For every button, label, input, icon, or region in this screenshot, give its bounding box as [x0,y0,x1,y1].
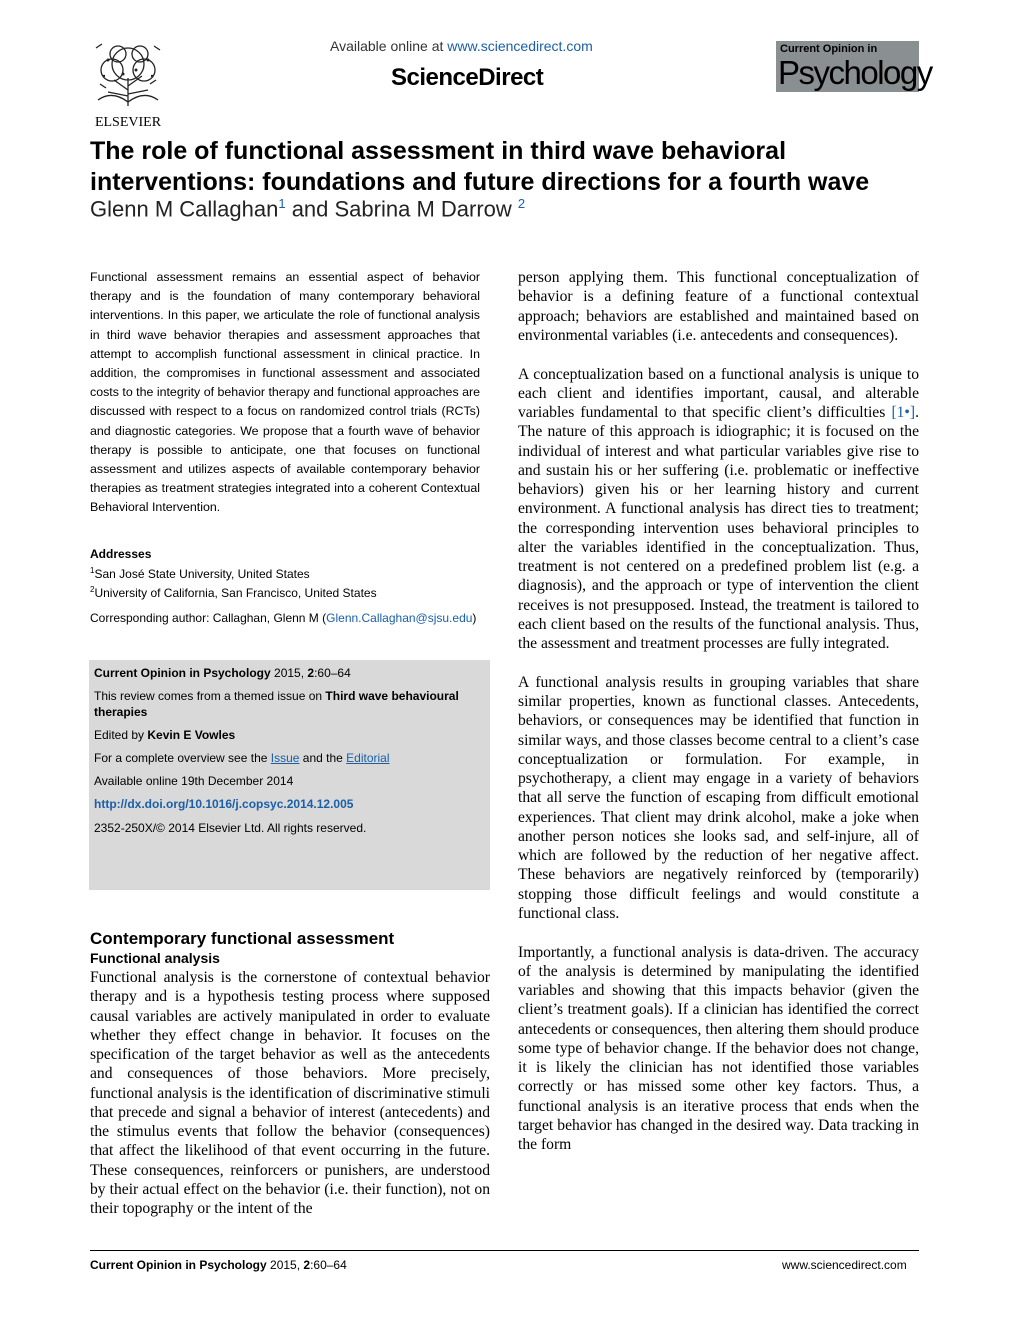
info-overview [94,751,484,767]
info-editor [94,728,484,744]
journal-logo-top: Current Opinion in [780,43,878,55]
footer-citation [90,1258,347,1272]
author-list [90,196,525,222]
address-2 [90,582,490,602]
info-year: 2015, [270,666,308,680]
info-citation [94,666,484,682]
elsevier-wordmark: ELSEVIER [94,115,162,130]
section-heading: Contemporary functional assessment [90,929,395,948]
footer-pages: :60–64 [310,1258,347,1272]
article-title: The role of functional assessment in third wave behavioral interventions: foundations and future directions for a fourth wave [90,137,870,196]
paragraph-1: person applying them. This functional conceptualization of behavior is a defining feature of a functional contextual approach; behaviors are established and maintained based on environmental variables (i.e. antecedents and consequences). [518,269,919,344]
author-2-affiliation[interactable]: 2 [517,196,526,211]
address-1 [90,563,490,583]
paragraph-2-start: A conceptualization based on a functional analysis is unique to each client and identifies important, causal, and alterable variables fundamental to that specific client’s difficulties [518,365,919,421]
info-themed-issue [94,689,484,720]
reference-1-link[interactable]: [1•] [891,404,916,421]
address-1-num: 1 [90,565,95,575]
abstract: Functional assessment remains an essential aspect of behavior therapy and is the foundation of many contemporary behavioral interventions. In this paper, we articulate the role of functional analysis in third wave behavior therapies and assessment approaches that attempt to accomplish functional assessment in clinical practice. In addition, the compromises in functional assessment and associated costs to the integrity of behavior therapy and functional approaches are discussed with respect to a focus on randomized control trials (RCTs) and diagnostic categories. We propose that a fourth wave of behavior therapy is possible to anticipate, one that focuses on functional assessment and utilizes aspects of available contemporary behavior therapies as treatment strategies integrated into a coherent Contextual Behavioral Intervention. [90,270,480,515]
footer-volume: 2 [303,1258,311,1272]
author-1-affiliation[interactable]: 1 [278,196,286,211]
journal-logo-main: Psychology [778,54,932,91]
sciencedirect-title: ScienceDirect [391,64,544,91]
info-overview-prefix: For a complete overview see the [94,751,271,765]
info-edited-prefix: Edited by [94,728,148,742]
address-2-num: 2 [90,585,95,594]
address-1-text: San José State University, United States [94,566,310,581]
footer-year: 2015, [266,1258,304,1272]
corresponding-email-link[interactable]: Glenn.Callaghan@sjsu.edu [326,611,473,625]
info-themed-prefix: This review comes from a themed issue on [94,689,326,703]
info-overview-and: and the [299,751,347,765]
info-journal: Current Opinion in Psychology [94,666,271,680]
available-prefix: Available online at [330,38,444,54]
addresses [90,547,490,602]
paragraph-2 [518,365,919,654]
info-pages: :60–64 [314,666,351,680]
doi-link[interactable]: http://dx.doi.org/10.1016/j.copsyc.2014.12.005 [94,797,354,811]
paragraph-3: A functional analysis results in grouping variables that share similar properties, known as functional classes. Antecedents, behaviors, or consequences may be identified that function in similar ways, and those classes become central to a client’s case conceptualization or formulation. For example, in psychotherapy, a client may engage in a variety of behaviors that all serve the function of escaping from difficult emotional experiences. That client may drink alcohol, make a joke when another person notices she looks sad, and self-injure, all of which are followed by the reduction of her negative affect. These behaviors are negatively reinforced by (temporarily) stopping those difficult feelings and would constitute a functional class. [518,673,919,922]
available-online [330,38,593,54]
address-2-text: University of California, San Francisco, United States [94,586,377,600]
info-volume: 2 [307,666,315,680]
corresponding-prefix: Corresponding author: Callaghan, Glenn M ( [90,611,327,625]
elsevier-logo [88,40,168,130]
sciencedirect-link[interactable]: www.sciencedirect.com [447,38,593,54]
right-column [518,268,919,1174]
corresponding-author [90,611,476,625]
footer-site-link[interactable]: www.sciencedirect.com [782,1258,907,1272]
issue-link[interactable]: Issue [270,751,300,765]
info-copyright: 2352-250X/© 2014 Elsevier Ltd. All rights reserved. [94,821,367,835]
info-available: Available online 19th December 2014 [94,774,294,788]
author-1[interactable]: Glenn M Callaghan [90,196,279,222]
paragraph-4: Importantly, a functional analysis is data-driven. The accuracy of the analysis is determined by manipulating the identified variables and showing that this impacts behavior (given the client’s treatment goals). If a clinician has identified the correct antecedents or consequences, then altering them should produce some type of behavior change. If the behavior does not change, it is likely the clinician has not identified those variables correctly or has missed some other key factors. Thus, a functional analysis is an iterative process that ends when the target behavior has changed in the desired way. Data tracking in the form [518,943,919,1153]
journal-logo[interactable] [776,41,932,92]
editorial-link[interactable]: Editorial [346,751,390,765]
footer-divider [90,1250,919,1251]
author-and: and Sabrina M Darrow [285,196,518,222]
addresses-heading: Addresses [90,547,152,561]
footer-journal: Current Opinion in Psychology [90,1258,267,1272]
subsection-heading: Functional analysis [90,950,220,966]
info-themed-title: Third wave behavioural therapies [94,689,459,719]
info-editor-name: Kevin E Vowles [147,728,236,742]
left-body-text: Functional analysis is the cornerstone of contextual behavior therapy and is a hypothesis testing process where supposed causal variables are actively manipulated in order to evaluate whether they effect change in behavior. It focuses on the specification of the target behavior as well as the antecedents and consequences of those behaviors. More precisely, functional analysis is the identification of discriminative stimuli that precede and signal a behavior of interest (antecedents) and the stimulus events that follow the behavior (consequences) that affect the likelihood of that event occurring in the future. These consequences, reinforcers or punishers, are understood by their actual effect on the behavior (i.e. their function), not on their topography or the intent of the [90,969,490,1217]
paragraph-2-end: . The nature of this approach is idiographic; it is focused on the individual of interest and what particular variables give rise to and sustain his or her suffering (i.e. problematic or ineffective behaviors) given his or her learning history and current environment. A functional analysis has direct ties to treatment; the corresponding intervention uses behavioral principles to alter the variables identified in the conceptualization. Thus, treatment is not centered on a predefined problem list (e.g. a diagnosis), and the approach or type of intervention the client receives is not presupposed. Instead, the treatment is tailored to each client based on the results of the functional analysis. Thus, the assessment and treatment processes are fully integrated. [518,404,919,652]
corresponding-suffix: ) [472,611,477,625]
elsevier-tree-icon [88,40,168,130]
article-info-box [89,660,490,890]
